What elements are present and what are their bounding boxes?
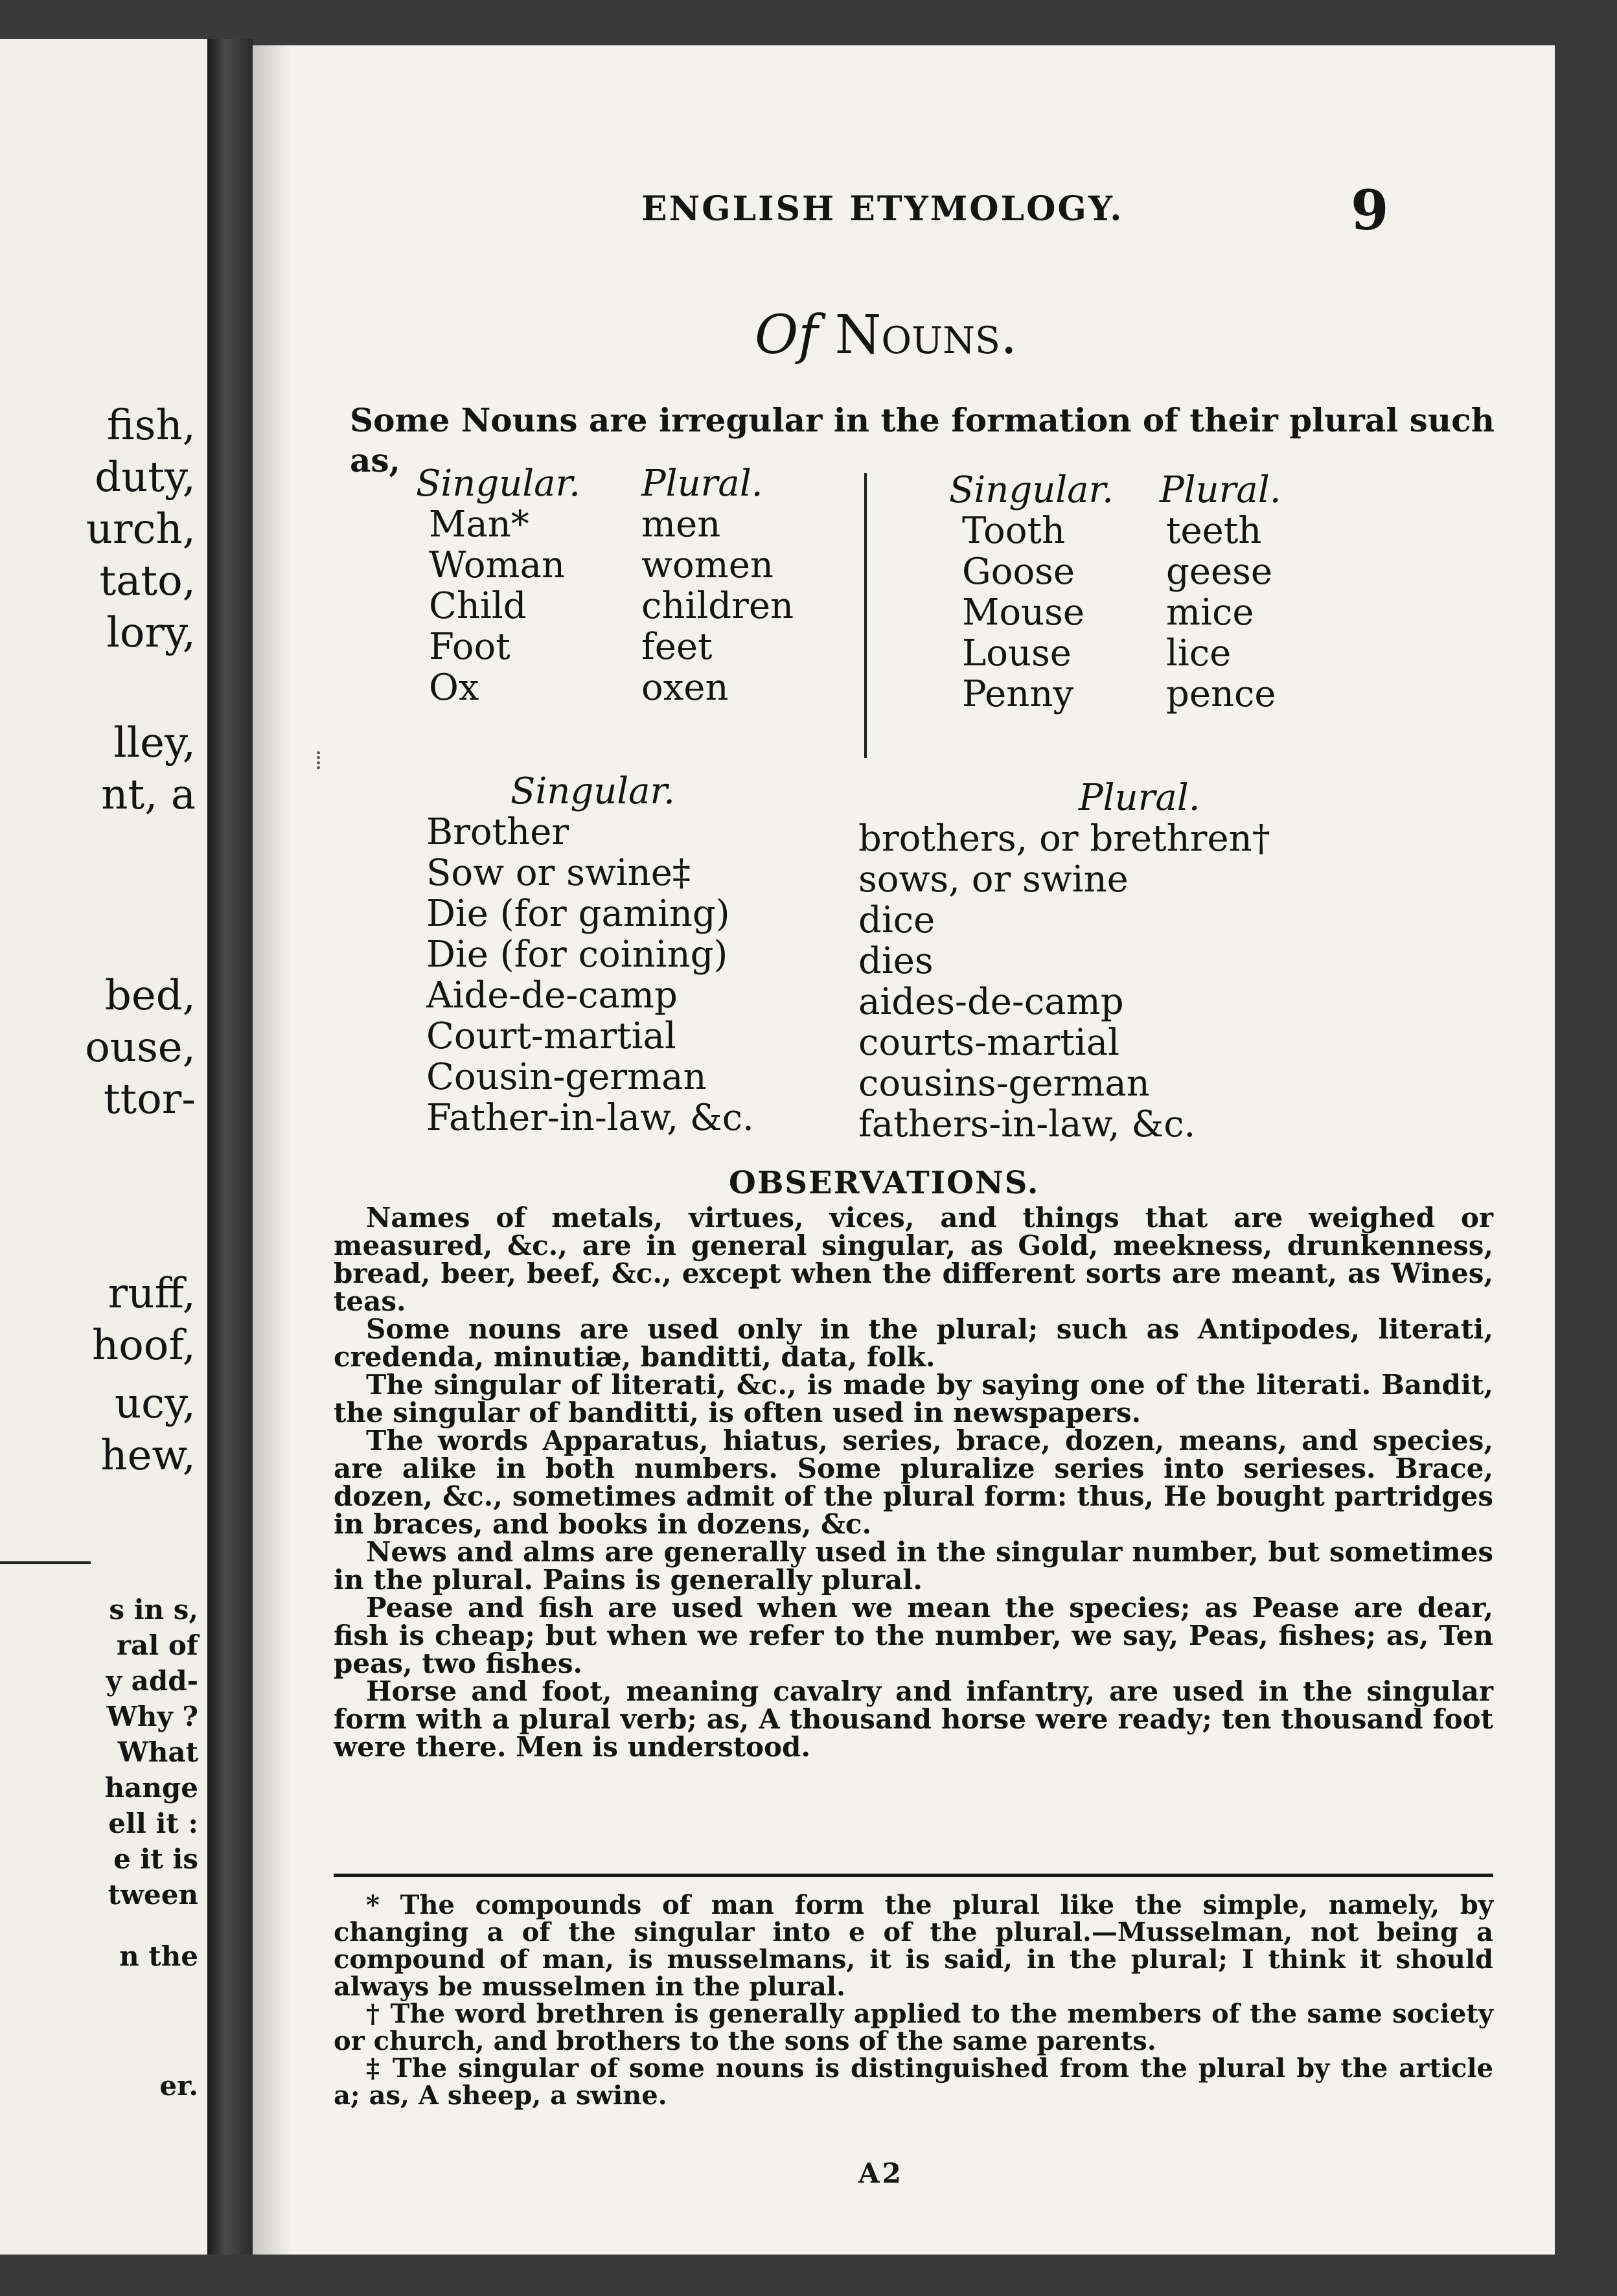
table-cell: Goose	[962, 551, 1075, 593]
table-cell: Tooth	[962, 510, 1066, 552]
table2-singular-column	[426, 771, 754, 1138]
running-title: ENGLISH ETYMOLOGY.	[641, 189, 1124, 229]
table1-left-singular-column	[416, 463, 580, 708]
table1-right-plural-column	[1160, 470, 1281, 715]
left-page-fragment: ral of	[117, 1629, 198, 1661]
observation-paragraph: Pease and fish are used when we mean the species; as Pease are dear, fish is cheap; but when we refer to the number, we say, Peas, fishes; as, Ten peas, two fishes.	[334, 1592, 1493, 1679]
left-page-fragment: duty,	[95, 453, 196, 501]
left-page-fragment: n the	[119, 1940, 198, 1972]
table-cell: Die (for coining)	[426, 934, 728, 976]
observation-paragraph: Names of metals, virtues, vices, and things that are weighed or measured, &c., are in general singular, as Gold, meekness, drunkenness, bread, beer, beef, &c., except when the different sorts are meant, as Wines, teas.	[334, 1202, 1493, 1317]
observation-paragraph: News and alms are generally used in the singular number, but sometimes in the plural. Pains is generally plural.	[334, 1536, 1493, 1596]
table-cell: Louse	[962, 632, 1072, 674]
left-page-fragment: tween	[108, 1879, 198, 1911]
table-cell: Man*	[429, 503, 529, 545]
observations-heading: OBSERVATIONS.	[729, 1165, 1040, 1201]
left-page-fragment: tato,	[99, 557, 196, 605]
table-cell: Child	[429, 585, 527, 627]
column-header: Plural.	[1079, 777, 1200, 819]
table1-right-singular-column	[949, 470, 1114, 715]
table-cell: Ox	[429, 667, 479, 709]
table-cell: cousins-german	[858, 1062, 1150, 1105]
left-page-fragment: e it is	[113, 1843, 198, 1875]
table-cell: men	[641, 503, 721, 545]
footnote: † The word brethren is generally applied to the members of the same society or church, and brothers to the sons of the same parents.	[334, 1999, 1493, 2056]
observation-paragraph: The singular of literati, &c., is made by saying one of the literati. Bandit, the singular of banditti, is often used in newspapers.	[334, 1369, 1493, 1429]
left-page-fragment: urch,	[86, 505, 196, 553]
table-cell: Cousin-german	[426, 1056, 707, 1098]
left-page-fragment: ttor-	[103, 1075, 196, 1123]
table-cell: Die (for gaming)	[426, 893, 730, 935]
left-page-fragment: ouse,	[85, 1024, 196, 1072]
table-cell: dice	[858, 899, 935, 941]
footnote: * The compounds of man form the plural like the simple, namely, by changing a of the singular into e of the plural.—Musselman, not being a compound of man, is musselmans, it is said, in the plural; I think it should always be musselmen in the plural.	[334, 1890, 1493, 2002]
table-cell: Aide-de-camp	[426, 974, 678, 1016]
observations-body	[334, 1204, 1493, 1761]
table-cell: geese	[1166, 551, 1273, 593]
footnote: ‡ The singular of some nouns is distinguished from the plural by the article a; as, A sheep, a swine.	[334, 2053, 1493, 2111]
page-number: 9	[1351, 178, 1389, 242]
table-cell: children	[641, 585, 794, 627]
table-cell: teeth	[1166, 510, 1262, 552]
left-page-fragment: hew,	[100, 1432, 196, 1480]
footnotes	[334, 1892, 1493, 2109]
footnote-rule	[334, 1874, 1493, 1877]
table-cell: brothers, or brethren†	[858, 818, 1270, 860]
left-page-fragment: y add-	[106, 1665, 198, 1697]
left-page-fragment: ruff,	[108, 1270, 196, 1318]
column-header: Plural.	[641, 463, 763, 505]
table-cell: Woman	[429, 544, 566, 586]
table-cell: Mouse	[962, 591, 1084, 634]
table-divider	[864, 473, 867, 758]
table-cell: mice	[1166, 591, 1254, 634]
left-page-fragment: s in s,	[109, 1594, 198, 1625]
left-page-fragment: lley,	[113, 719, 196, 767]
table-cell: sows, or swine	[858, 858, 1129, 901]
left-page-fragment: nt, a	[101, 771, 196, 819]
left-page-fragment: lory,	[106, 609, 196, 657]
column-header: Singular.	[510, 770, 675, 812]
book-page	[253, 45, 1555, 2255]
heading-word: Nouns.	[834, 304, 1018, 366]
table-cell: Foot	[429, 626, 510, 668]
left-page-rule	[0, 1561, 91, 1564]
left-page-fragment: er.	[159, 2070, 198, 2102]
table-cell: Brother	[426, 811, 569, 853]
left-page-fragment: ucy,	[114, 1380, 196, 1428]
intro-text: Some Nouns are irregular in the formation of their plural such as,	[350, 401, 1495, 479]
left-page-fragment: bed,	[104, 972, 196, 1020]
table2-plural-column	[858, 777, 1270, 1145]
table-cell: Father-in-law, &c.	[426, 1097, 754, 1139]
observation-paragraph: The words Apparatus, hiatus, series, brace, dozen, means, and species, are alike in both numbers. Some pluralize series into serieses. Brace, dozen, &c., sometimes admit of the plural form: thus, He bought partridges in braces, and books in dozens, &c.	[334, 1425, 1493, 1540]
table-cell: pence	[1166, 673, 1276, 715]
table-cell: Sow or swine‡	[426, 852, 691, 894]
left-page-fragment: hoof,	[91, 1322, 196, 1370]
heading-prefix: Of	[755, 304, 818, 366]
book-gutter	[207, 39, 253, 2255]
signature-mark: A2	[858, 2157, 904, 2189]
column-header: Singular.	[416, 463, 580, 505]
margin-speck: ⁞	[315, 746, 323, 775]
section-heading	[755, 304, 1017, 366]
left-page-fragment: ell it :	[108, 1808, 198, 1839]
left-page-fragment: Why ?	[106, 1701, 198, 1732]
table-cell: Court-martial	[426, 1015, 676, 1057]
left-page-fragment: What	[117, 1736, 198, 1768]
left-page-fragment: hange	[104, 1772, 198, 1804]
left-facing-page	[0, 39, 207, 2255]
column-header: Plural.	[1160, 469, 1281, 511]
observation-paragraph: Horse and foot, meaning cavalry and infantry, are used in the singular form with a plural verb; as, A thousand horse were ready; ten thousand foot were there. Men is understood.	[334, 1675, 1493, 1763]
table-cell: fathers-in-law, &c.	[858, 1103, 1196, 1145]
table-cell: Penny	[962, 673, 1074, 715]
table-cell: feet	[641, 626, 713, 668]
column-header: Singular.	[949, 469, 1114, 511]
table1-left-plural-column	[641, 463, 794, 708]
table-cell: lice	[1166, 632, 1232, 674]
table-cell: courts-martial	[858, 1022, 1120, 1064]
table-cell: oxen	[641, 667, 729, 709]
left-page-fragment: fish,	[106, 402, 196, 450]
table-cell: dies	[858, 940, 934, 982]
observation-paragraph: Some nouns are used only in the plural; such as Antipodes, literati, credenda, minutiæ, banditti, data, folk.	[334, 1313, 1493, 1373]
table-cell: aides-de-camp	[858, 981, 1124, 1023]
table-cell: women	[641, 544, 774, 586]
